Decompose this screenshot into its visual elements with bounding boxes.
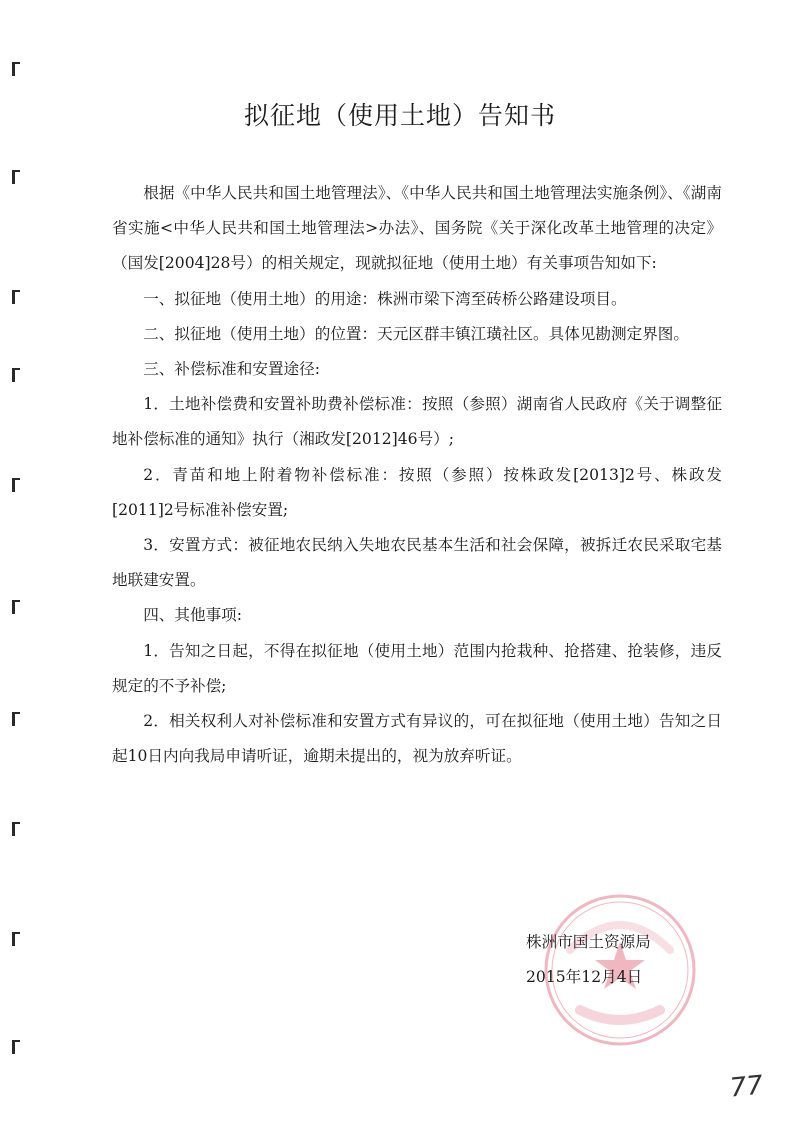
compensation-heading: 三、补偿标准和安置途径: [143,360,320,379]
document-body [112,176,722,774]
issuing-authority: 株洲市国土资源局 [526,933,651,951]
binding-mark [12,600,20,614]
other-matters-heading: 四、其他事项: [143,606,243,625]
compensation-item-2: 2．青苗和地上附着物补偿标准：按照（参照）按株政发[2013]2号、株政发[2011]2号标准补偿安置; [112,465,722,519]
document-title: 拟征地（使用土地）告知书 [243,101,556,130]
other-matters-item-1: 1．告知之日起，不得在拟征地（使用土地）范围内抢栽种、抢搭建、抢装修，违反规定的不予补偿; [112,641,722,695]
compensation-item-1: 1．土地补偿费和安置补助费补偿标准：按照（参照）湖南省人民政府《关于调整征地补偿标准的通知》执行（湘政发[2012]46号）; [112,395,722,449]
binding-mark [12,368,20,382]
page-number: 77 [728,1070,765,1104]
binding-mark [12,290,20,304]
binding-mark [12,712,20,726]
binding-mark [12,932,20,946]
purpose-paragraph: 一、拟征地（使用土地）的用途：株洲市梁下湾至砖桥公路建设项目。 [143,289,627,308]
binding-mark [12,1040,20,1054]
binding-mark [12,478,20,492]
intro-paragraph: 根据《中华人民共和国土地管理法》、《中华人民共和国土地管理法实施条例》、《湖南省实施<中华人民共和国土地管理法>办法》、国务院《关于深化改革土地管理的决定》（国发[2004]28号）的相关规定，现就拟征地（使用土地）有关事项告知如下: [112,184,722,273]
binding-mark [12,822,20,836]
other-matters-item-2: 2．相关权利人对补偿标准和安置方式有异议的，可在拟征地（使用土地）告知之日起10日内向我局申请听证，逾期未提出的，视为放弃听证。 [112,712,722,766]
binding-mark [12,170,20,184]
location-paragraph: 二、拟征地（使用土地）的位置：天元区群丰镇江璜社区。具体见勘测定界图。 [143,324,689,343]
compensation-item-3: 3．安置方式：被征地农民纳入失地农民基本生活和社会保障，被拆迁农民采取宅基地联建安置。 [112,536,722,590]
binding-mark [12,62,20,76]
issue-date: 2015年12月4日 [526,968,643,986]
